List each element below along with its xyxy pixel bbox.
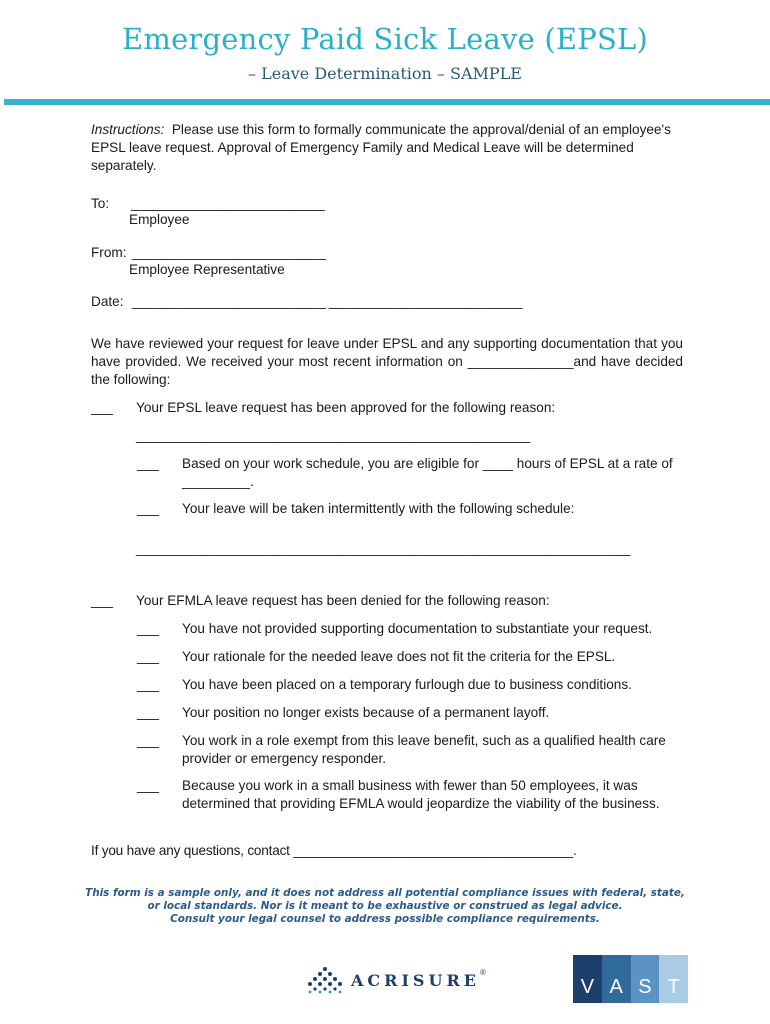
denied-sub-checkbox[interactable]: ___ — [137, 705, 159, 720]
from-label: From: — [91, 245, 127, 260]
header-rule — [4, 99, 770, 105]
approved-text: Your EPSL leave request has been approved for the following reason: — [136, 400, 556, 415]
denied-sub-text: You have not provided supporting documentation to substantiate your request. — [182, 621, 653, 636]
disclaimer-line: This form is a sample only, and it does not address all potential compliance issues with federal, state, — [85, 887, 685, 899]
disclaimer — [0, 887, 770, 926]
instructions-label: Instructions: — [91, 122, 165, 137]
denied-sub-checkbox[interactable]: ___ — [137, 778, 159, 793]
to-caption: Employee — [129, 212, 190, 227]
approved-sub-checkbox[interactable]: ___ — [137, 456, 159, 471]
acrisure-logo — [305, 962, 486, 998]
denied-checkbox[interactable]: ___ — [91, 593, 113, 608]
disclaimer-line: Consult your legal counsel to address possible compliance requirements. — [170, 913, 600, 925]
denied-sub-checkbox[interactable]: ___ — [137, 677, 159, 692]
contact-line[interactable]: If you have any questions, contact ______________________________________. — [91, 843, 577, 858]
schedule-line[interactable]: _____________________________________________________________________ — [136, 541, 631, 556]
approved-sub-text: Based on your work schedule, you are eligible for ____ hours of EPSL at a rate of _________. — [182, 456, 673, 489]
disclaimer-line: or local standards. Nor is it meant to be exhaustive or construed as legal advice. — [147, 900, 623, 912]
denied-text: Your EFMLA leave request has been denied for the following reason: — [136, 593, 550, 608]
registered-mark: ® — [479, 968, 486, 977]
approved-reason-line[interactable]: _______________________________________________________ — [136, 428, 530, 443]
vast-letter: S — [631, 955, 660, 1003]
date-line[interactable]: ___________________________ ___________________________ — [132, 294, 523, 309]
approved-sub-checkbox[interactable]: ___ — [137, 501, 159, 516]
from-caption: Employee Representative — [129, 262, 285, 277]
intro-paragraph: We have reviewed your request for leave under EPSL and any supporting documentation that you have provided. We received your most recent information on ______________and have decided the following: — [91, 336, 683, 387]
from-line[interactable]: ___________________________ — [132, 245, 326, 260]
acrisure-dots-icon — [305, 965, 345, 995]
vast-logo — [573, 955, 688, 1003]
denied-sub-checkbox[interactable]: ___ — [137, 621, 159, 636]
form-title: Emergency Paid Sick Leave (EPSL) — [122, 22, 648, 56]
denied-sub-checkbox[interactable]: ___ — [137, 649, 159, 664]
date-label: Date: — [91, 294, 124, 309]
approved-checkbox[interactable]: ___ — [91, 400, 113, 415]
denied-sub-text: Your position no longer exists because of a permanent layoff. — [182, 705, 550, 720]
approved-sub-text: Your leave will be taken intermittently with the following schedule: — [182, 501, 575, 516]
instructions — [91, 121, 671, 175]
acrisure-wordmark: ACRISURE — [351, 970, 480, 990]
vast-letter: A — [602, 955, 631, 1003]
to-line[interactable]: ___________________________ — [131, 196, 325, 211]
denied-sub-text: Because you work in a small business with fewer than 50 employees, it was determined that providing EFMLA would jeopardize the viability of the business. — [182, 778, 660, 811]
denied-sub-text: You have been placed on a temporary furlough due to business conditions. — [182, 677, 632, 692]
instructions-text: Please use this form to formally communicate the approval/denial of an employee's EPSL leave request. Approval of Emergency Family and Medical Leave will be determined separately. — [91, 122, 671, 173]
form-subtitle: – Leave Determination – SAMPLE — [248, 64, 522, 83]
to-label: To: — [91, 196, 110, 211]
denied-sub-text: Your rationale for the needed leave does not fit the criteria for the EPSL. — [182, 649, 616, 664]
vast-letter: T — [659, 955, 688, 1003]
denied-sub-checkbox[interactable]: ___ — [137, 733, 159, 748]
vast-letter: V — [573, 955, 602, 1003]
denied-sub-text: You work in a role exempt from this leave benefit, such as a qualified health care provider or emergency responder. — [182, 733, 666, 766]
